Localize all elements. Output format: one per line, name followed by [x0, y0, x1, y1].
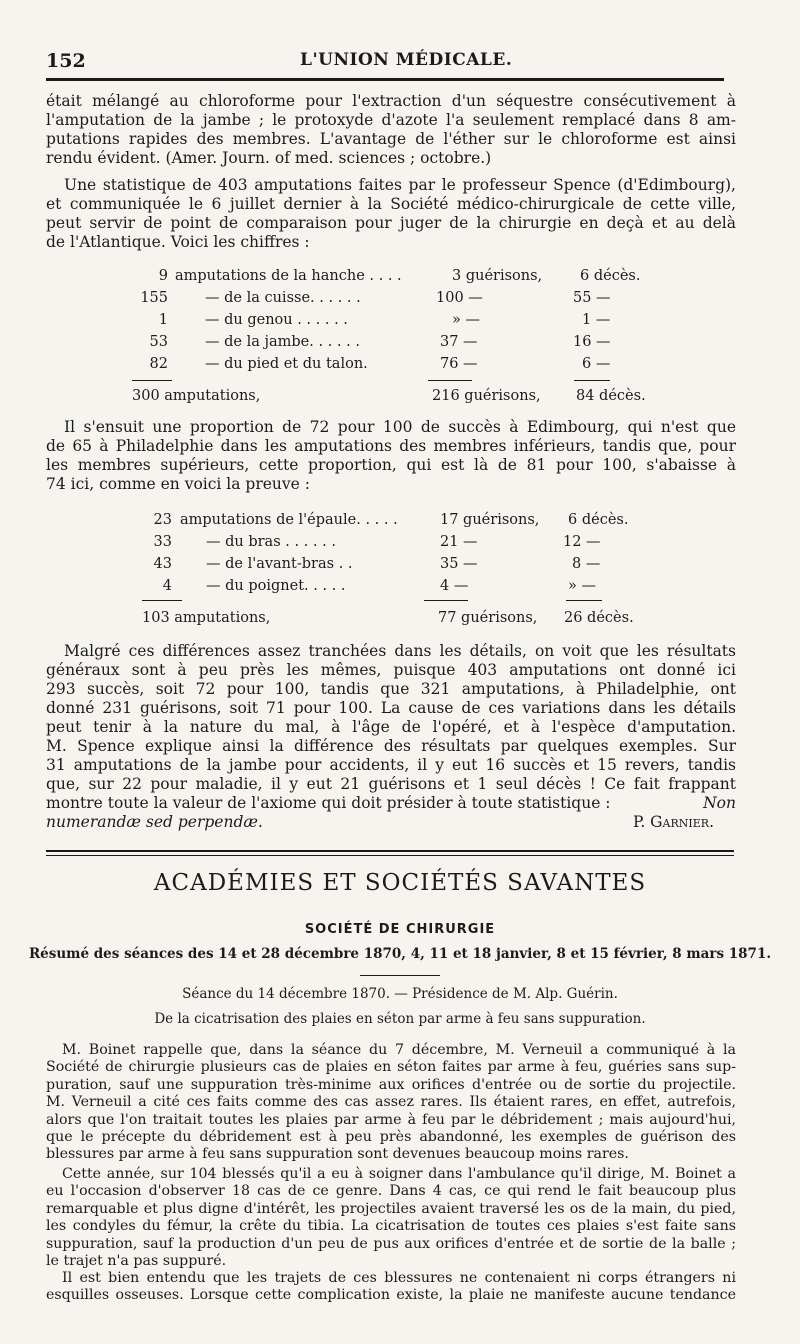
text-line: alors que l'on traitait toutes les plaies par arme à feu par le débridement ; mais aujourd'hui,	[46, 1111, 736, 1128]
text-line: et communiquée le 6 juillet dernier à la Société médico-chirurgicale de cette ville,	[46, 195, 736, 213]
text-line: 31 amputations de la jambe pour accidents, il y eut 16 succès et 15 revers, tandis	[46, 756, 736, 774]
total-cured: 77 guérisons,	[438, 610, 538, 626]
text-line: rendu évident. (Amer. Journ. of med. sciences ; octobre.)	[46, 149, 492, 167]
row-label: — du bras . . . . . .	[206, 534, 336, 550]
row-count: 82	[149, 356, 168, 372]
conclusion-paragraph	[46, 642, 736, 832]
text-line: que, sur 22 pour maladie, il y eut 21 guérisons et 1 seul décès ! Ce fait frappant	[46, 775, 736, 793]
row-dead: 55 —	[573, 290, 611, 306]
text-line: 74 ici, comme en voici la preuve :	[46, 475, 310, 493]
section-rule	[46, 850, 734, 852]
total-rule	[132, 380, 172, 381]
row-count: 4	[162, 578, 172, 594]
text-line: M. Verneuil a cité ces faits comme des cas assez rares. Ils étaient rares, en effet, autrefois,	[46, 1094, 736, 1111]
text-line: l'amputation de la jambe ; le protoxyde d'azote l'a seulement remplacé dans 8 am-	[46, 111, 736, 129]
text-line: le trajet n'a pas suppuré.	[46, 1253, 227, 1270]
row-dead: 12 —	[563, 534, 601, 550]
row-label: — du poignet. . . . .	[206, 578, 346, 594]
row-cured: 100 —	[436, 290, 483, 306]
row-dead: 6 —	[582, 356, 611, 372]
spence-paragraph	[46, 176, 736, 252]
text-line: Malgré ces différences assez tranchées dans les détails, on voit que les résultats	[64, 642, 736, 660]
section-rule	[46, 855, 734, 856]
text-line: esquilles osseuses. Lorsque cette complication existe, la plaie ne manifeste aucune tendance	[46, 1287, 736, 1304]
text-line: de l'Atlantique. Voici les chiffres :	[46, 233, 310, 251]
text-line-final	[46, 794, 736, 813]
row-label: — de l'avant-bras . .	[206, 556, 353, 572]
row-cured: 3 guérisons,	[452, 268, 543, 284]
row-count: 53	[149, 334, 168, 350]
text-line: était mélangé au chloroforme pour l'extraction d'un séquestre consécutivement à	[46, 92, 736, 110]
row-cured: 76 —	[440, 356, 478, 372]
total-label: 300 amputations,	[132, 388, 261, 404]
row-dead: 1 —	[582, 312, 611, 328]
final-paragraph	[46, 1270, 736, 1305]
row-cured: 21 —	[440, 534, 478, 550]
row-label: — de la jambe. . . . . .	[205, 334, 360, 350]
row-label: amputations de la hanche . . . .	[175, 268, 402, 284]
signature-line	[46, 813, 736, 832]
text-line: Il est bien entendu que les trajets de ces blessures ne contenaient ni corps étrangers ni	[62, 1270, 736, 1286]
text-line: de 65 à Philadelphie dans les amputations des membres inférieurs, tandis que, pour	[46, 437, 736, 455]
sessions-summary: Résumé des séances des 14 et 28 décembre 1870, 4, 11 et 18 janvier, 8 et 15 février, 8 mars 1871.	[28, 946, 772, 962]
row-count: 9	[158, 268, 168, 284]
society-heading: SOCIÉTÉ DE CHIRURGIE	[304, 922, 496, 937]
total-rule	[142, 600, 182, 601]
latin-phrase-start: Non	[703, 794, 736, 812]
topic-heading: De la cicatrisation des plaies en séton par arme à feu sans suppuration.	[154, 1011, 646, 1027]
row-cured: 4 —	[440, 578, 469, 594]
row-cured: 35 —	[440, 556, 478, 572]
row-cured: 17 guérisons,	[440, 512, 540, 528]
total-rule	[566, 600, 602, 601]
text-line: les membres supérieurs, cette proportion, qui est là de 81 pour 100, s'abaisse à	[46, 456, 736, 474]
page-number: 152	[46, 50, 86, 72]
text-line: suppuration, sauf la production d'un peu de pus aux orifices d'entrée et de sortie de la balle ;	[46, 1235, 736, 1252]
text-line: blessures par arme à feu sans suppuration sont devenues beaucoup moins rares.	[46, 1146, 629, 1163]
text-line: les condyles du fémur, la crête du tibia. La cicatrisation de toutes ces plaies s'est faite sans	[46, 1218, 736, 1235]
ratio-paragraph	[46, 418, 736, 494]
row-label: — du genou . . . . . .	[205, 312, 348, 328]
row-dead: 6 décès.	[568, 512, 629, 528]
row-count: 23	[153, 512, 172, 528]
text-line: montre toute la valeur de l'axiome qui doit présider à toute statistique :	[46, 794, 611, 812]
section-title: ACADÉMIES ET SOCIÉTÉS SAVANTES	[153, 870, 647, 896]
row-dead: 6 décès.	[580, 268, 641, 284]
row-count: 33	[153, 534, 172, 550]
text-line: 293 succès, soit 72 pour 100, tandis que 321 amputations, à Philadelphie, ont	[46, 680, 736, 698]
total-rule	[424, 600, 468, 601]
text-line: puration, sauf une suppuration très-minime aux orifices d'entrée ou de sortie du projectile.	[46, 1076, 736, 1093]
text-line: donné 231 guérisons, soit 71 pour 100. La cause de ces variations dans les détails	[46, 699, 736, 717]
total-label: 103 amputations,	[142, 610, 271, 626]
row-cured: » —	[452, 312, 480, 328]
session-heading: Séance du 14 décembre 1870. — Présidence de M. Alp. Guérin.	[182, 986, 618, 1002]
row-dead: » —	[568, 578, 596, 594]
text-line: putations rapides des membres. L'avantage de l'éther sur le chloroforme est ainsi	[46, 130, 736, 148]
text-line: généraux sont à peu près les mêmes, puisque 403 amputations ont donné ici	[46, 661, 736, 679]
header-rule	[46, 78, 724, 81]
text-line: que le précepte du débridement est à peu près abandonné, les exemples de guérison des	[46, 1129, 736, 1146]
text-line: peut servir de point de comparaison pour juger de la chirurgie en deçà et au delà	[46, 214, 736, 232]
row-dead: 8 —	[572, 556, 601, 572]
row-dead: 16 —	[573, 334, 611, 350]
text-line: remarquable et plus digne d'intérêt, les projectiles avaient traversé les os de la main, du pied,	[46, 1200, 736, 1217]
running-header: L'UNION MÉDICALE.	[300, 50, 513, 70]
row-label: — de la cuisse. . . . . .	[205, 290, 361, 306]
row-count: 1	[158, 312, 168, 328]
latin-phrase-end: numerandæ sed perpendæ.	[46, 813, 263, 831]
divider	[360, 975, 440, 976]
total-rule	[574, 380, 610, 381]
row-label: — du pied et du talon.	[205, 356, 368, 372]
text-line: Cette année, sur 104 blessés qu'il a eu à soigner dans l'ambulance qu'il dirige, M. Boinet a	[62, 1166, 736, 1182]
row-count: 155	[140, 290, 168, 306]
author-signature: P. Garnier.	[633, 813, 714, 831]
text-line: Société de chirurgie plusieurs cas de plaies en séton faites par arme à feu, guéries sans sup-	[46, 1059, 736, 1076]
text-line: peut tenir à la nature du mal, à l'âge de l'opéré, et à l'espèce d'amputation.	[46, 718, 736, 736]
intro-paragraph	[46, 92, 736, 168]
text-line: M. Boinet rappelle que, dans la séance du 7 décembre, M. Verneuil a communiqué à la	[62, 1042, 736, 1058]
row-cured: 37 —	[440, 334, 478, 350]
text-line: M. Spence explique ainsi la différence des résultats par quelques exemples. Sur	[46, 737, 736, 755]
row-count: 43	[153, 556, 172, 572]
total-dead: 84 décès.	[576, 388, 646, 404]
total-rule	[428, 380, 472, 381]
text-line: eu l'occasion d'observer 18 cas de ce genre. Dans 4 cas, ce qui rend le fait beaucoup plus	[46, 1183, 736, 1200]
total-dead: 26 décès.	[564, 610, 634, 626]
text-line: Une statistique de 403 amputations faites par le professeur Spence (d'Edimbourg),	[64, 176, 736, 194]
text-line: Il s'ensuit une proportion de 72 pour 100 de succès à Edimbourg, qui n'est que	[64, 418, 736, 436]
total-cured: 216 guérisons,	[432, 388, 541, 404]
boinet-paragraph	[46, 1042, 736, 1164]
year-paragraph	[46, 1166, 736, 1270]
row-label: amputations de l'épaule. . . . .	[180, 512, 398, 528]
